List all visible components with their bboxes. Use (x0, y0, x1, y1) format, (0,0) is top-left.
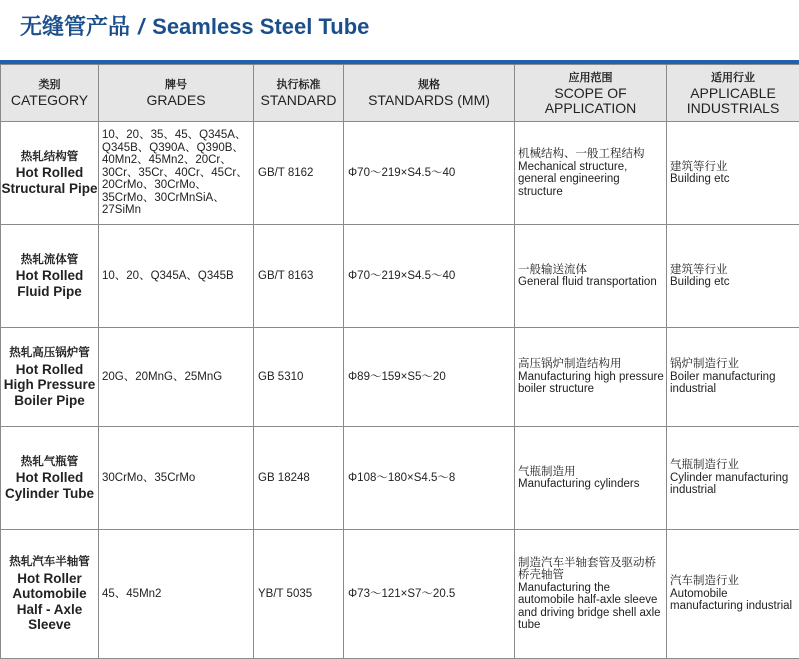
industry-cell: 建筑等行业 Building etc (667, 122, 799, 225)
table-row (1, 530, 799, 659)
header-grades: 牌号 GRADES (99, 65, 254, 122)
page-title-zh: 无缝管产品 (20, 14, 130, 39)
table-row (1, 122, 799, 225)
scope-cell: 制造汽车半轴套管及驱动桥桥壳轴管 Manufacturing the automobile half-axle sleeve and driving bridge shell axle tube (515, 530, 667, 659)
standard-cell: YB/T 5035 (254, 530, 344, 659)
header-scope: 应用范围 SCOPE OF APPLICATION (515, 65, 667, 122)
grades-cell: 10、20、Q345A、Q345B (99, 225, 254, 328)
industry-cell: 汽车制造行业 Automobile manufacturing industrial (667, 530, 799, 659)
page-title (20, 10, 369, 41)
header-category: 类别 CATEGORY (1, 65, 99, 122)
product-table (0, 64, 799, 659)
header-industrials: 适用行业 APPLICABLE INDUSTRIALS (667, 65, 799, 122)
table-row (1, 328, 799, 427)
standard-cell: GB 18248 (254, 427, 344, 530)
standard-cell: GB 5310 (254, 328, 344, 427)
industry-cell: 建筑等行业 Building etc (667, 225, 799, 328)
page-title-en: Seamless Steel Tube (152, 14, 369, 39)
spec-cell: Φ73～121×S7～20.5 (344, 530, 515, 659)
grades-cell: 10、20、35、45、Q345A、Q345B、Q390A、Q390B、40Mn2、45Mn2、20Cr、30Cr、35Cr、40Cr、45Cr、20CrMo、30CrMo、35CrMo、30CrMnSiA、27SiMn (99, 122, 254, 225)
table-header-row (1, 65, 799, 122)
header-standards-mm: 规格 STANDARDS (MM) (344, 65, 515, 122)
scope-cell: 机械结构、一般工程结构 Mechanical structure, general engineering structure (515, 122, 667, 225)
scope-cell: 一般输送流体 General fluid transportation (515, 225, 667, 328)
category-cell: 热轧流体管 Hot Rolled Fluid Pipe (1, 225, 99, 328)
industry-cell: 气瓶制造行业 Cylinder manufacturing industrial (667, 427, 799, 530)
standard-cell: GB/T 8163 (254, 225, 344, 328)
table-row (1, 427, 799, 530)
spec-cell: Φ70～219×S4.5～40 (344, 122, 515, 225)
title-bar (0, 0, 799, 60)
category-cell: 热轧高压锅炉管 Hot Rolled High Pressure Boiler Pipe (1, 328, 99, 427)
spec-cell: Φ108～180×S4.5～8 (344, 427, 515, 530)
scope-cell: 气瓶制造用 Manufacturing cylinders (515, 427, 667, 530)
grades-cell: 45、45Mn2 (99, 530, 254, 659)
industry-cell: 锅炉制造行业 Boiler manufacturing industrial (667, 328, 799, 427)
spec-cell: Φ89～159×S5～20 (344, 328, 515, 427)
category-cell: 热轧汽车半轴管 Hot Roller Automobile Half - Axle Sleeve (1, 530, 99, 659)
grades-cell: 20G、20MnG、25MnG (99, 328, 254, 427)
page-title-separator: / (138, 14, 144, 40)
spec-cell: Φ70～219×S4.5～40 (344, 225, 515, 328)
header-standard: 执行标准 STANDARD (254, 65, 344, 122)
grades-cell: 30CrMo、35CrMo (99, 427, 254, 530)
category-cell: 热轧结构管 Hot Rolled Structural Pipe (1, 122, 99, 225)
table-row (1, 225, 799, 328)
standard-cell: GB/T 8162 (254, 122, 344, 225)
scope-cell: 高压锅炉制造结构用 Manufacturing high pressure boiler structure (515, 328, 667, 427)
category-cell: 热轧气瓶管 Hot Rolled Cylinder Tube (1, 427, 99, 530)
